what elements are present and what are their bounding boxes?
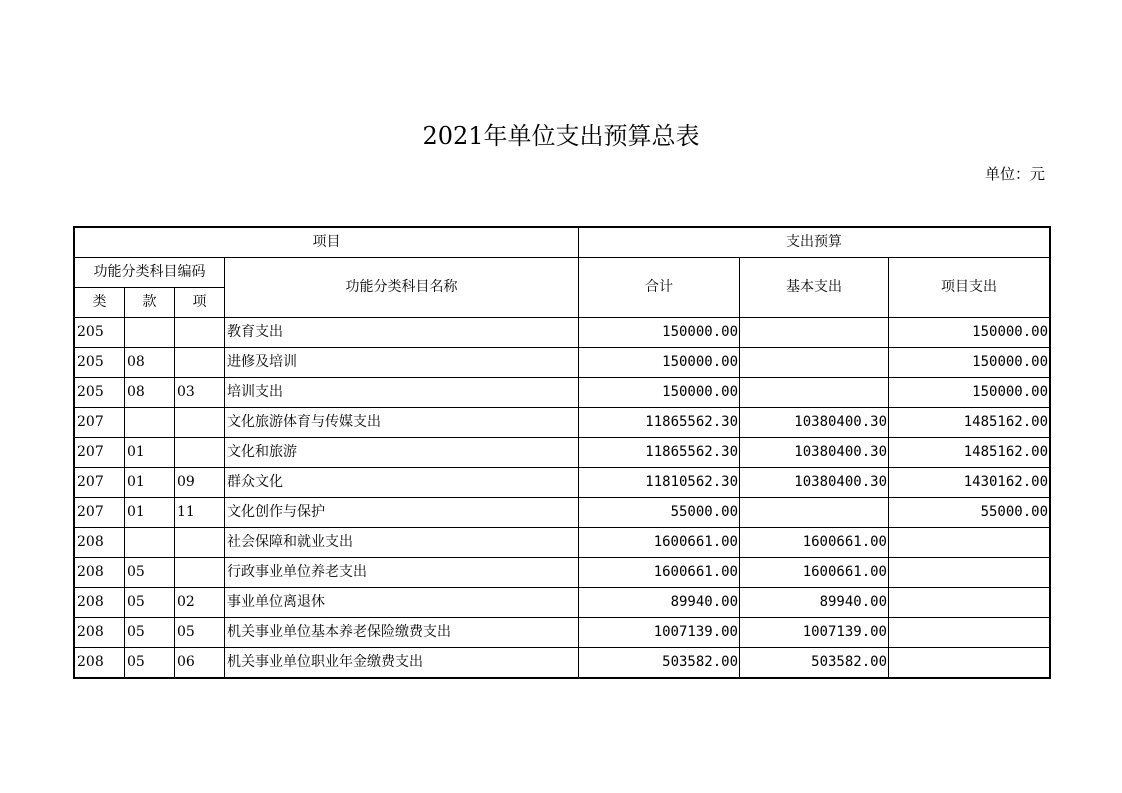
cell-lei: 205 — [75, 348, 125, 378]
header-project: 项目 — [75, 228, 579, 258]
table-row — [75, 558, 1050, 588]
table-row — [75, 618, 1050, 648]
page-title: 2021年单位支出预算总表 — [422, 122, 700, 150]
cell-total: 503582.00 — [579, 648, 740, 678]
cell-name: 机关事业单位职业年金缴费支出 — [225, 648, 579, 678]
cell-lei: 208 — [75, 588, 125, 618]
cell-name: 社会保障和就业支出 — [225, 528, 579, 558]
cell-name: 文化旅游体育与传媒支出 — [225, 408, 579, 438]
header-total: 合计 — [579, 258, 740, 318]
cell-lei: 207 — [75, 498, 125, 528]
cell-total: 1600661.00 — [579, 528, 740, 558]
cell-lei: 205 — [75, 318, 125, 348]
cell-basic: 10380400.30 — [740, 468, 889, 498]
header-row-1 — [75, 228, 1050, 258]
table-row — [75, 318, 1050, 348]
cell-project — [889, 648, 1050, 678]
cell-kuan — [125, 528, 175, 558]
cell-xiang: 02 — [175, 588, 225, 618]
cell-project: 1485162.00 — [889, 438, 1050, 468]
cell-kuan: 01 — [125, 498, 175, 528]
cell-kuan — [125, 318, 175, 348]
cell-name: 事业单位离退休 — [225, 588, 579, 618]
cell-total: 55000.00 — [579, 498, 740, 528]
cell-kuan: 01 — [125, 468, 175, 498]
cell-basic: 10380400.30 — [740, 438, 889, 468]
cell-kuan: 08 — [125, 348, 175, 378]
cell-kuan — [125, 408, 175, 438]
cell-kuan: 05 — [125, 558, 175, 588]
cell-kuan: 05 — [125, 618, 175, 648]
cell-lei: 208 — [75, 558, 125, 588]
table-row — [75, 408, 1050, 438]
table-row — [75, 648, 1050, 678]
cell-total: 11865562.30 — [579, 438, 740, 468]
cell-total: 1007139.00 — [579, 618, 740, 648]
cell-lei: 208 — [75, 528, 125, 558]
header-kuan: 款 — [125, 288, 175, 318]
cell-lei: 207 — [75, 468, 125, 498]
cell-project: 150000.00 — [889, 318, 1050, 348]
cell-basic — [740, 498, 889, 528]
cell-total: 150000.00 — [579, 348, 740, 378]
cell-name: 文化创作与保护 — [225, 498, 579, 528]
cell-project: 150000.00 — [889, 378, 1050, 408]
cell-project — [889, 588, 1050, 618]
cell-lei: 208 — [75, 648, 125, 678]
table-row — [75, 528, 1050, 558]
cell-name: 培训支出 — [225, 378, 579, 408]
cell-name: 文化和旅游 — [225, 438, 579, 468]
cell-lei: 208 — [75, 618, 125, 648]
cell-total: 150000.00 — [579, 318, 740, 348]
cell-kuan: 01 — [125, 438, 175, 468]
header-basic: 基本支出 — [740, 258, 889, 318]
cell-xiang — [175, 408, 225, 438]
table-row — [75, 588, 1050, 618]
cell-name: 群众文化 — [225, 468, 579, 498]
header-func-code: 功能分类科目编码 — [75, 258, 225, 288]
cell-basic: 503582.00 — [740, 648, 889, 678]
cell-basic: 89940.00 — [740, 588, 889, 618]
cell-basic: 1600661.00 — [740, 558, 889, 588]
cell-kuan: 05 — [125, 648, 175, 678]
cell-xiang: 11 — [175, 498, 225, 528]
cell-xiang — [175, 348, 225, 378]
cell-total: 89940.00 — [579, 588, 740, 618]
cell-xiang: 06 — [175, 648, 225, 678]
cell-lei: 207 — [75, 408, 125, 438]
table-row — [75, 348, 1050, 378]
cell-xiang: 03 — [175, 378, 225, 408]
header-func-name: 功能分类科目名称 — [225, 258, 579, 318]
header-xiang: 项 — [175, 288, 225, 318]
header-lei: 类 — [75, 288, 125, 318]
cell-name: 机关事业单位基本养老保险缴费支出 — [225, 618, 579, 648]
cell-xiang: 09 — [175, 468, 225, 498]
cell-basic — [740, 378, 889, 408]
cell-basic: 10380400.30 — [740, 408, 889, 438]
cell-lei: 205 — [75, 378, 125, 408]
cell-xiang — [175, 438, 225, 468]
table-row — [75, 378, 1050, 408]
cell-project: 150000.00 — [889, 348, 1050, 378]
cell-kuan: 05 — [125, 588, 175, 618]
header-row-2 — [75, 258, 1050, 288]
cell-project — [889, 558, 1050, 588]
budget-table — [74, 227, 1050, 678]
cell-total: 11865562.30 — [579, 408, 740, 438]
cell-xiang: 05 — [175, 618, 225, 648]
cell-name: 进修及培训 — [225, 348, 579, 378]
cell-total: 1600661.00 — [579, 558, 740, 588]
cell-total: 150000.00 — [579, 378, 740, 408]
header-budget: 支出预算 — [579, 228, 1050, 258]
cell-project: 55000.00 — [889, 498, 1050, 528]
table-row — [75, 468, 1050, 498]
cell-project — [889, 618, 1050, 648]
cell-basic — [740, 348, 889, 378]
cell-basic — [740, 318, 889, 348]
cell-xiang — [175, 318, 225, 348]
header-project-exp: 项目支出 — [889, 258, 1050, 318]
unit-label: 单位：元 — [984, 165, 1045, 183]
cell-total: 11810562.30 — [579, 468, 740, 498]
cell-project: 1430162.00 — [889, 468, 1050, 498]
cell-name: 教育支出 — [225, 318, 579, 348]
cell-project: 1485162.00 — [889, 408, 1050, 438]
cell-xiang — [175, 528, 225, 558]
cell-name: 行政事业单位养老支出 — [225, 558, 579, 588]
cell-lei: 207 — [75, 438, 125, 468]
cell-basic: 1007139.00 — [740, 618, 889, 648]
cell-xiang — [175, 558, 225, 588]
table-row — [75, 498, 1050, 528]
cell-basic: 1600661.00 — [740, 528, 889, 558]
cell-kuan: 08 — [125, 378, 175, 408]
table-row — [75, 438, 1050, 468]
cell-project — [889, 528, 1050, 558]
